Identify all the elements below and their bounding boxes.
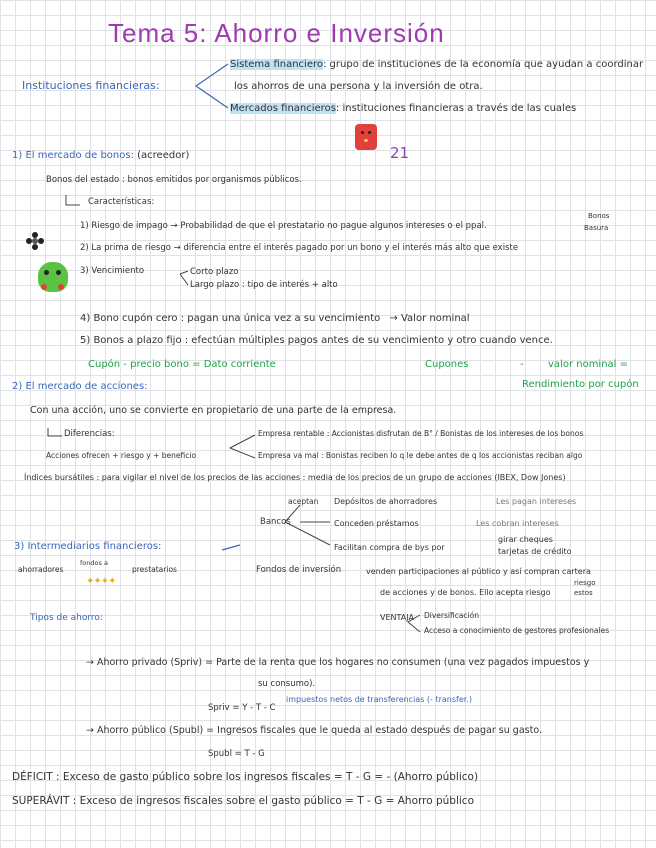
bank-1-note: Les pagan intereses [496,497,577,506]
intro-item-1-text: : grupo de instituciones de la economía que ayudan a coordinar [323,59,644,70]
bank-1: Depósitos de ahorradores [334,497,438,506]
rendimiento-note: Rendimiento por cupón [522,379,639,390]
caracteristicas-heading: Características: [88,197,155,207]
fund-1: venden participaciones al público y así compran cartera [366,567,591,576]
ladybug-sticker [355,124,377,150]
ahorro-publico-line: → Ahorro público (Spubl) = Ingresos fiscales que le queda al estado después de pagar su gasto. [86,725,542,736]
acciones-line: Con una acción, uno se convierte en propietario de una parte de la empresa. [30,405,397,416]
char-1-note-1: Bonos [588,212,610,220]
section-2-heading: 2) El mercado de acciones: [12,381,148,392]
bank-3-note-2: tarjetas de crédito [498,547,572,556]
formula-left: Cupón - precio bono = Dato corriente [88,359,276,370]
advantage-1: Diversificación [424,611,479,620]
char-4-arrow: → Valor nominal [389,313,470,324]
prestatarios-label: prestatarios [132,565,177,574]
char-3-label: 3) Vencimiento [80,266,145,276]
page-title: Tema 5: Ahorro e Inversión [108,18,445,48]
funds-label: Fondos de inversión [256,565,342,575]
bank-3-note-1: girar cheques [498,535,553,544]
ahorro-privado-note: impuestos netos de transferencias (- transfer.) [286,695,472,704]
advantage-2: Acceso a conocimiento de gestores profesionales [424,626,610,635]
fund-2: de acciones y de bonos. Ello acepta riesgo [380,588,551,597]
char-5: 5) Bonos a plazo fijo : efectúan múltiples pagos antes de su vencimiento y otro cuando vence. [80,335,553,346]
char-1-note-2: Basura [584,224,609,232]
dots-flower-icon [26,232,44,250]
char-2: 2) La prima de riesgo → diferencia entre el interés pagado por un bono y el interés más alto que existe [80,243,519,253]
mercados-financieros-term: Mercados financieros [230,103,336,114]
formula-right: valor nominal = [548,359,629,370]
page-number: 21 [390,144,410,162]
institutions-label: Instituciones financieras: [22,79,160,92]
fund-2-note: riesgo [574,579,596,587]
bank-3: Facilitan compra de bys por [334,543,445,552]
aceptan-label: aceptan [288,497,319,506]
section-1-note: (acreedor) [137,150,190,161]
intro-item-2-text: : instituciones financieras a través de las cuales [335,103,577,114]
char-3-long: Largo plazo : tipo de interés + alto [190,280,338,290]
diferencia-2: Empresa va mal : Bonistas reciben lo q le debe antes de q los accionistas reciban algo [258,451,583,460]
diferencias-left: Acciones ofrecen + riesgo y + beneficio [46,451,197,460]
green-monster-sticker [38,262,68,292]
char-4 [80,314,470,324]
deficit-line: DÉFICIT : Exceso de gasto público sobre los ingresos fiscales = T - G = - (Ahorro público) [12,771,479,783]
bank-2-note: Les cobran intereses [476,519,559,528]
formula-dash: - [520,359,524,370]
bonos-estado-line: Bonos del estado : bonos emitidos por organismos públicos. [46,175,302,185]
stars-doodle: ✦✦✦✦ [86,576,116,587]
formula-mid: Cupones [425,359,469,370]
bank-2: Conceden préstamos [334,519,419,528]
char-1: 1) Riesgo de impago → Probabilidad de que el prestatario no pague algunos intereses o el ppal. [80,221,487,231]
ahorro-privado-line-2: su consumo). [258,679,316,689]
intro-item-2 [230,104,576,114]
char-4-text: 4) Bono cupón cero : pagan una única vez a su vencimiento [80,313,381,324]
diferencias-heading: Diferencias: [64,429,115,439]
advantage-label: VENTAJA [380,613,414,622]
ahorradores-label: ahorradores [18,565,64,574]
fund-2-note-2: estos [574,589,593,597]
section-1-title: 1) El mercado de bonos: [12,150,134,161]
ahorro-privado-line-1: → Ahorro privado (Spriv) = Parte de la renta que los hogares no consumen (una vez pagados impuestos y [86,657,590,668]
intro-item-1 [230,60,643,70]
savings-heading: Tipos de ahorro: [30,613,103,623]
char-3-short: Corto plazo [190,267,239,277]
superavit-line: SUPERÁVIT : Exceso de ingresos fiscales sobre el gasto público = T - G = Ahorro público [12,795,474,807]
fondos-a-label: fondos a [80,559,108,567]
banks-label: Bancos [260,517,291,527]
section-3-heading: 3) Intermediarios financieros: [14,541,162,552]
section-1-heading [12,151,189,161]
spriv-formula: Spriv = Y - T - C [208,703,276,713]
indices-line: Índices bursátiles : para vigilar el nivel de los precios de las acciones : media de los precios de un grupo de acciones (IBEX, Dow Jones) [24,473,566,482]
sistema-financiero-term: Sistema financiero [230,59,323,70]
diferencia-1: Empresa rentable : Accionistas disfrutan de B° / Bonistas de los intereses de los bonos [258,429,584,438]
spubl-formula: Spubl = T - G [208,749,265,759]
intro-item-1-line2: los ahorros de una persona y la inversión de otra. [234,81,483,92]
